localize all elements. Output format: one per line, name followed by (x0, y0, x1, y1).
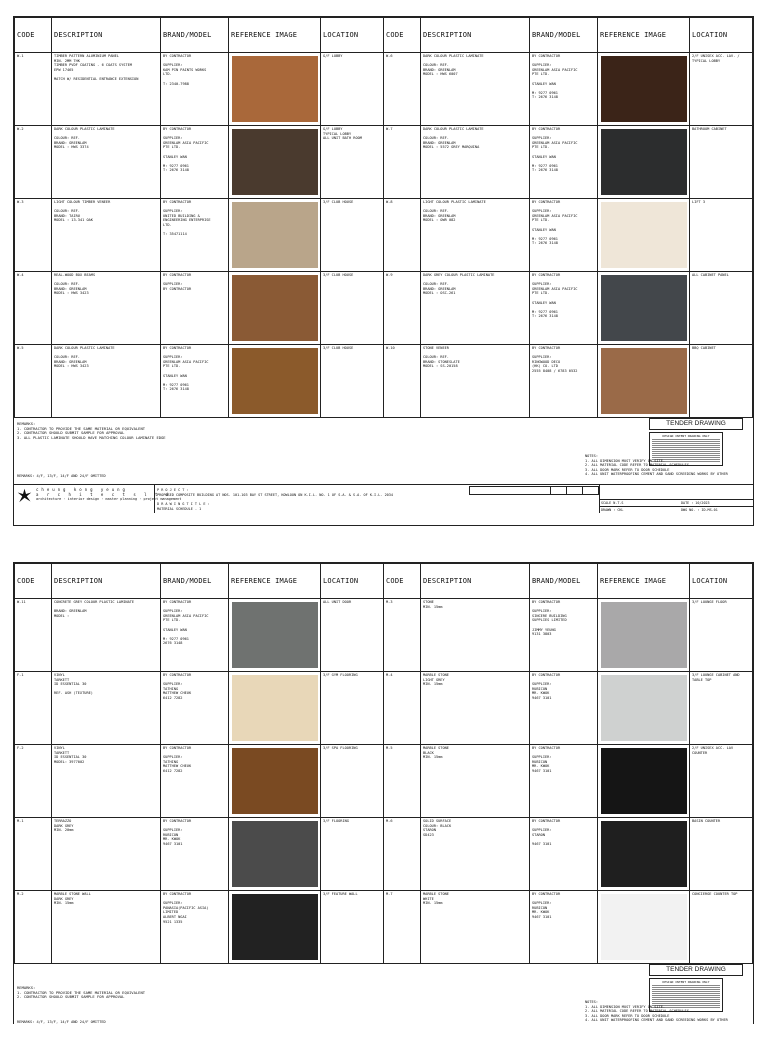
material-location-text: 3/F CLUB HOUSE (323, 273, 354, 277)
material-code-text: W-5 (17, 346, 24, 350)
material-brand-model (161, 599, 229, 672)
material-location (321, 891, 384, 964)
title-block (14, 484, 753, 513)
material-location-text: BATHROOM CABINET (692, 127, 727, 131)
material-description (421, 818, 530, 891)
firm-logo-icon (17, 488, 32, 503)
material-table-2 (14, 563, 753, 964)
material-brand-model (530, 891, 598, 964)
scale: SCALE N.T.S (601, 501, 624, 505)
material-description-text: MARBLE STONE WALL DARK GREY MIN. 15mm (54, 892, 91, 906)
material-swatch (601, 894, 687, 960)
reference-image-cell (229, 672, 321, 745)
remarks: REMARKS: 1. CONTRACTOR TO PROVIDE THE SAME MATERIAL OR EQUIVALENT 2. CONTRACTOR SHOULD SUBMIT SAMPLE FOR APPROVAL (17, 985, 146, 1000)
material-location-text: 3/F CLUB HOUSE (323, 346, 354, 350)
material-code (384, 599, 421, 672)
material-location-text: 2/F UNISEX ACC. LAV COUNTER (692, 746, 734, 755)
material-brand-model (161, 126, 229, 199)
material-brand-model-text: BY CONTRACTOR SUPPLIER: PANASIA(PACIFIC ASIA) LIMITED ALBERT NGAI 9521 1335 (163, 892, 209, 924)
notes: NOTES: 1. ALL DIMENSION MUST VERIFY ON SITE. 2. ALL MATERIAL CODE REFER TO MATERIAL SCHEDULES 3. ALL DOOR MARK REFER TO DOOR SCHEDULE 4. ALL UNIT WATERPROOFING CEMENT AND SAND SCREEDING WORKS BY OTHER (585, 454, 728, 477)
reference-image-cell (598, 818, 690, 891)
table-row (15, 126, 753, 199)
header-description: DESCRIPTION (421, 564, 530, 599)
material-brand-model (530, 672, 598, 745)
material-brand-model (161, 818, 229, 891)
material-swatch (232, 129, 318, 195)
material-swatch (232, 748, 318, 814)
reference-image-cell (229, 599, 321, 672)
material-code (384, 199, 421, 272)
material-code-text: W-10 (386, 346, 395, 350)
reference-image-cell (229, 199, 321, 272)
material-description-text: DARK COLOUR PLASTIC LAMINATE COLOUR: REF. BRAND: GREENLAM MODEL : HWS 6007 (423, 54, 484, 77)
material-description-text: MARBLE STONE WHITE MIN. 15mm (423, 892, 449, 906)
reference-image-cell (598, 891, 690, 964)
material-description (52, 891, 161, 964)
material-description (52, 53, 161, 126)
material-location-text: LIFT 3 (692, 200, 705, 204)
material-description-text: DARK COLOUR PLASTIC LAMINATE COLOUR: REF. BRAND: GREENLAM MODEL : 5572 GREY MARQUINA (423, 127, 484, 150)
header-reference-image: REFERENCE IMAGE (598, 18, 690, 53)
material-code (384, 53, 421, 126)
header-reference-image: REFERENCE IMAGE (229, 564, 321, 599)
material-swatch (601, 821, 687, 887)
material-description (52, 199, 161, 272)
material-code-text: W-1 (17, 54, 24, 58)
material-swatch (232, 202, 318, 268)
material-brand-model-text: BY CONTRACTOR SUPPLIER: RUBICON MR. KWOK 9467 3101 (532, 746, 561, 773)
material-location-text: 3/F FEATURE WALL (323, 892, 358, 896)
header-reference-image: REFERENCE IMAGE (229, 18, 321, 53)
material-code-text: M-7 (386, 892, 393, 896)
material-code (15, 126, 52, 199)
material-brand-model-text: BY CONTRACTOR SUPPLIER: GREENLAM ASIA PACIFIC PTE LTD. STANLEY WAN M: 9277 0961 T: 2676 3148 (532, 127, 578, 173)
material-code (15, 53, 52, 126)
material-table-1 (14, 17, 753, 418)
material-code-text: W-6 (386, 54, 393, 58)
material-description (421, 53, 530, 126)
material-swatch (232, 821, 318, 887)
material-location (690, 745, 753, 818)
material-location (690, 818, 753, 891)
material-swatch (601, 129, 687, 195)
material-location-text: 3/F SPA FLOORING (323, 746, 358, 750)
material-swatch (601, 748, 687, 814)
material-code (15, 272, 52, 345)
header-code: CODE (384, 18, 421, 53)
material-code (15, 745, 52, 818)
material-brand-model (161, 199, 229, 272)
material-location (321, 745, 384, 818)
material-code (384, 672, 421, 745)
reference-image-cell (598, 745, 690, 818)
table-row (15, 818, 753, 891)
material-location-text: 3/F GYM FLOORING (323, 673, 358, 677)
material-brand-model (161, 272, 229, 345)
table-row (15, 345, 753, 418)
material-description-text: STONE MIN. 15mm (423, 600, 443, 609)
material-brand-model (161, 53, 229, 126)
material-location-text: 2/F UNISEX ACC. LAV. / TYPICAL LOBBY (692, 54, 740, 63)
drawing-title-label: D R A W I N G T I T L E : (157, 502, 210, 507)
material-swatch (232, 348, 318, 414)
tender-drawing-label: TENDER DRAWING (649, 964, 743, 976)
material-brand-model-text: BY CONTRACTOR SUPPLIER: RUBICON MR. KWOK 9467 3101 (532, 892, 561, 919)
material-location-text: BASIN COUNTER (692, 819, 721, 823)
material-description-text: MARBLE STONE LIGHT GREY MIN. 15mm (423, 673, 449, 687)
material-description (52, 345, 161, 418)
material-code-text: M-1 (17, 819, 24, 823)
material-swatch (232, 602, 318, 668)
reference-image-cell (598, 672, 690, 745)
header-brand-model: BRAND/MODEL (161, 564, 229, 599)
material-location (690, 126, 753, 199)
header-code: CODE (15, 18, 52, 53)
material-description (52, 818, 161, 891)
material-schedule-sheet-1 (13, 16, 754, 526)
notes: NOTES: 1. ALL DIMENSION MUST VERIFY ON SITE. 2. ALL MATERIAL CODE REFER TO MATERIAL SCHEDULES 3. ALL DOOR MARK REFER TO DOOR SCHEDULE 4. ALL UNIT WATERPROOFING CEMENT AND SAND SCREEDING WORKS BY OTHER (585, 1000, 728, 1023)
project-block (157, 488, 393, 511)
material-brand-model-text: BY CONTRACTOR SUPPLIER: KAM PIN PAINTS WORKS LTD. T: 2340-7988 (163, 54, 207, 86)
material-location (690, 672, 753, 745)
material-description (421, 599, 530, 672)
material-description (421, 126, 530, 199)
material-code (384, 891, 421, 964)
reference-image-cell (229, 126, 321, 199)
date: DATE : 10/2023 (681, 501, 710, 505)
reference-image-cell (598, 345, 690, 418)
material-code (384, 126, 421, 199)
reference-image-cell (598, 599, 690, 672)
material-location-text: G/F LOBBY TYPICAL LOBBY ALL UNIT BATH ROOM (323, 127, 362, 141)
material-code (15, 199, 52, 272)
material-brand-model-text: BY CONTRACTOR SUPPLIER: RINGWOOD DECO (HK) CO. LTD 2555 8408 / 6783 0532 (532, 346, 578, 373)
material-description (52, 272, 161, 345)
reference-image-cell (598, 126, 690, 199)
material-brand-model-text: BY CONTRACTOR SUPPLIER: GREENLAM ASIA PACIFIC PTE LTD. STANLEY WAN M: 9277 0961 T: 2676 3148 (163, 127, 209, 173)
material-description-text: DARK COLOUR PLASTIC LAMINATE COLOUR: REF. BRAND: GREENLAM MODEL : HWS 3374 (54, 127, 115, 150)
material-description-text: VINYL TARKETT ID ESSENTIAL 30 MODEL: 3977002 (54, 746, 87, 764)
table-row (15, 599, 753, 672)
material-brand-model (530, 126, 598, 199)
material-location-text: 3/F LOUNGE CABINET AND TABLE TOP (692, 673, 740, 682)
material-location-text: 3/F CLUB HOUSE (323, 200, 354, 204)
material-swatch (232, 675, 318, 741)
header-code: CODE (384, 564, 421, 599)
tender-drawing-label: TENDER DRAWING (649, 418, 743, 430)
material-description-text: CONCRETE GREY COLOUR PLASTIC LAMINATE BRAND: GREENLAM MODEL : (54, 600, 135, 618)
material-code-text: F-2 (17, 746, 24, 750)
reference-image-cell (229, 345, 321, 418)
material-swatch (601, 348, 687, 414)
material-code-text: M-3 (386, 600, 393, 604)
material-description-text: TIMBER PATTERN ALUMINIUM PANEL MIN. 2MM THK TIMBER PVDF COATING - 6 COATS SYSTEM EPW 17465 MATCH W/ RESIDENTIAL ENTRANCE EXTENSION (54, 54, 139, 81)
material-code (15, 599, 52, 672)
material-code-text: M-5 (386, 746, 393, 750)
material-brand-model-text: BY CONTRACTOR SUPPLIER: UNITED BUILDING & ENGINEERING ENTERPRISE LTD. T: 35471114 (163, 200, 211, 237)
stamp-label: DESIGN INTENT DRAWING ONLY (650, 434, 722, 438)
material-brand-model-text: BY CONTRACTOR SUPPLIER: RUBICON MR. KWOK 9467 3101 (532, 673, 561, 700)
reference-image-cell (229, 745, 321, 818)
material-brand-model (161, 745, 229, 818)
material-description-text: LIGHT COLOUR TIMBER VENEER COLOUR: REF. BRAND: TAIRU MODEL : 13.341 OAK (54, 200, 111, 223)
material-swatch (232, 894, 318, 960)
reference-image-cell (598, 199, 690, 272)
header-brand-model: BRAND/MODEL (530, 564, 598, 599)
material-code-text: W-11 (17, 600, 26, 604)
material-brand-model (161, 891, 229, 964)
material-brand-model (161, 672, 229, 745)
material-brand-model-text: BY CONTRACTOR SUPPLIER: GREENLAM ASIA PACIFIC PTE LTD. STANLEY WAN M: 9277 0961 T: 2676 3148 (532, 273, 578, 319)
material-code (384, 745, 421, 818)
material-code-text: W-8 (386, 200, 393, 204)
material-description (421, 272, 530, 345)
material-brand-model (530, 818, 598, 891)
reference-image-cell (598, 53, 690, 126)
material-description (421, 745, 530, 818)
header-brand-model: BRAND/MODEL (161, 18, 229, 53)
material-location (321, 126, 384, 199)
material-description (421, 345, 530, 418)
material-swatch (601, 602, 687, 668)
project-label: P R O J E C T : (157, 488, 189, 492)
material-swatch (232, 56, 318, 122)
firm-tagline: architecture · interior design · master planning · project management (36, 497, 182, 501)
material-brand-model-text: BY CONTRACTOR SUPPLIER: TATHING MATTHEW CHEUK 6412 7282 (163, 746, 192, 773)
material-code-text: M-6 (386, 819, 393, 823)
table-row (15, 891, 753, 964)
remarks: REMARKS: 1. CONTRACTOR TO PROVIDE THE SAME MATERIAL OR EQUIVALENT 2. CONTRACTOR SHOULD SUBMIT SAMPLE FOR APPROVAL 3. ALL PLASTIC LAMINATE SHOULD HAVE MATCHING COLOUR LAMINATE EDGE (17, 421, 166, 440)
material-brand-model (161, 345, 229, 418)
sheet-footer (14, 964, 753, 1058)
material-location-text: BBQ CABINET (692, 346, 716, 350)
drawing-number: DWG NO. : ID-MS-01 (681, 508, 718, 512)
material-description-text: DARK COLOUR PLASTIC LAMINATE COLOUR: REF. BRAND: GREENLAM MODEL : HWS 3423 (54, 346, 115, 369)
header-brand-model: BRAND/MODEL (530, 18, 598, 53)
material-location (321, 345, 384, 418)
header-description: DESCRIPTION (52, 18, 161, 53)
material-description (52, 672, 161, 745)
material-location-text: 3/F LOUNGE FLOOR (692, 600, 727, 604)
material-swatch (601, 56, 687, 122)
reference-image-cell (229, 818, 321, 891)
material-location (690, 53, 753, 126)
sheet-footer (14, 418, 753, 512)
material-schedule-sheet-2 (13, 562, 754, 1024)
material-code (15, 672, 52, 745)
table-header-row (15, 18, 753, 53)
material-brand-model-text: BY CONTRACTOR SUPPLIER: RUBICON MR. KWOK 9467 3101 (163, 819, 192, 846)
material-description-text: DARK GREY COLOUR PLASTIC LAMINATE COLOUR: REF. BRAND: GREENLAM MODEL : OSC-261 (423, 273, 495, 296)
material-swatch (601, 202, 687, 268)
reference-image-cell (598, 272, 690, 345)
material-brand-model-text: BY CONTRACTOR SUPPLIER: GREENLAM ASIA PACIFIC PTE LTD. STANLEY WAN M: 9277 0961 T: 2676 3148 (532, 200, 578, 246)
material-code (384, 272, 421, 345)
material-code (384, 818, 421, 891)
material-description-text: MARBLE STONE BLACK MIN. 15mm (423, 746, 449, 760)
material-location (321, 272, 384, 345)
table-row (15, 53, 753, 126)
material-brand-model-text: BY CONTRACTOR SUPPLIER: SINCERE BUILDING SUPPLIES LIMITED JIMMY YEUNG 9131 3803 (532, 600, 567, 637)
table-header-row (15, 564, 753, 599)
material-brand-model (530, 199, 598, 272)
material-swatch (601, 675, 687, 741)
material-brand-model-text: BY CONTRACTOR SUPPLIER: STARON 9467 3101 (532, 819, 561, 846)
remark-omitted-floors: REMARKS: 4/F, 13/F, 14/F AND 24/F OMITTED (17, 474, 106, 478)
material-code (15, 818, 52, 891)
drawing-title: MATERIAL SCHEDULE - 1 (157, 506, 202, 511)
table-row (15, 272, 753, 345)
firm-subtitle: a r c h i t e c t s l t d (36, 491, 172, 497)
header-location: LOCATION (690, 564, 753, 599)
material-code-text: W-9 (386, 273, 393, 277)
stamp-label: DESIGN INTENT DRAWING ONLY (650, 980, 722, 984)
table-row (15, 672, 753, 745)
drawing-info-block (599, 485, 753, 513)
header-location: LOCATION (321, 564, 384, 599)
material-location (321, 672, 384, 745)
material-description (421, 891, 530, 964)
material-location-text: ALL UNIT DOOR (323, 600, 352, 604)
material-location (690, 891, 753, 964)
material-location-text: 3/F FLOORING (323, 819, 349, 823)
material-location (321, 53, 384, 126)
material-brand-model (530, 272, 598, 345)
material-code-text: M-2 (17, 892, 24, 896)
material-brand-model-text: BY CONTRACTOR SUPPLIER: BY CONTRACTOR (163, 273, 192, 291)
material-location-text: ALL CABINET PANEL (692, 273, 729, 277)
material-location-text: G/F LOBBY (323, 54, 343, 58)
material-description-text: STONE VENEER COLOUR: REF. BRAND: STONESLATE MODEL : SS-20158 (423, 346, 460, 369)
material-location (321, 199, 384, 272)
material-description-text: VINYL TARKETT ID ESSENTIAL 30 REF. ASH (TEXTURE) (54, 673, 93, 696)
firm-name: cheung kong yeung (36, 487, 128, 492)
material-description (421, 672, 530, 745)
material-location (690, 345, 753, 418)
material-description (421, 199, 530, 272)
material-brand-model (530, 53, 598, 126)
material-swatch (601, 275, 687, 341)
table-row (15, 199, 753, 272)
material-brand-model-text: BY CONTRACTOR SUPPLIER: GREENLAM ASIA PACIFIC PTE LTD. STANLEY WAN M: 9277 0961 T: 2676 3148 (532, 54, 578, 100)
material-location (690, 599, 753, 672)
material-description (52, 126, 161, 199)
material-code (384, 345, 421, 418)
material-brand-model-text: BY CONTRACTOR SUPPLIER: GREENLAM ASIA PACIFIC PTE LTD. STANLEY WAN M: 9277 0961 2676 3148 (163, 600, 209, 646)
material-brand-model (530, 345, 598, 418)
material-location (690, 199, 753, 272)
header-description: DESCRIPTION (421, 18, 530, 53)
material-code-text: F-1 (17, 673, 24, 677)
material-description-text: LIGHT COLOUR PLASTIC LAMINATE COLOUR: REF. BRAND: GREENLAM MODEL : OWR 082 (423, 200, 486, 223)
header-description: DESCRIPTION (52, 564, 161, 599)
material-location (321, 818, 384, 891)
reference-image-cell (229, 53, 321, 126)
header-location: LOCATION (690, 18, 753, 53)
header-code: CODE (15, 564, 52, 599)
reference-image-cell (229, 272, 321, 345)
material-code-text: W-4 (17, 273, 24, 277)
material-description (52, 599, 161, 672)
remark-omitted-floors: REMARKS: 4/F, 13/F, 14/F AND 24/F OMITTED (17, 1020, 106, 1024)
revision-grid (469, 486, 599, 495)
header-location: LOCATION (321, 18, 384, 53)
material-brand-model-text: BY CONTRACTOR SUPPLIER: TATHING MATTHEW CHEUK 6412 7282 (163, 673, 192, 700)
material-swatch (232, 275, 318, 341)
material-location (690, 272, 753, 345)
reference-image-cell (229, 891, 321, 964)
material-description-text: TERRAZZO DARK GREY MIN. 20mm (54, 819, 74, 833)
material-location (321, 599, 384, 672)
drawn-by: DRAWN : CKL (601, 508, 624, 512)
header-reference-image: REFERENCE IMAGE (598, 564, 690, 599)
table-row (15, 745, 753, 818)
material-code-text: M-4 (386, 673, 393, 677)
material-description-text: REAL-WOOD BOX BEAMS COLOUR: REF. BRAND: GREENLAM MODEL : HWS 3423 (54, 273, 96, 296)
material-brand-model (530, 745, 598, 818)
material-description (52, 745, 161, 818)
material-code-text: W-2 (17, 127, 24, 131)
material-brand-model (530, 599, 598, 672)
project-name: PROPOSED COMPOSITE BUILDING AT NOS. 101-103 BAY ST STREET, KOWLOON ON K.I.L. NO. 1 OF S.A. & S.A. OF K.I.L. 2034 (157, 492, 394, 497)
material-code-text: W-7 (386, 127, 393, 131)
material-brand-model-text: BY CONTRACTOR SUPPLIER: GREENLAM ASIA PACIFIC PTE LTD. STANLEY WAN M: 9277 0961 T: 2676 3148 (163, 346, 209, 392)
material-code (15, 345, 52, 418)
material-description-text: SOLID SURFACE COLOUR: BLACK STARON SD423 (423, 819, 452, 837)
material-code (15, 891, 52, 964)
material-location-text: CONCIERGE COUNTER TOP (692, 892, 738, 896)
material-code-text: W-3 (17, 200, 24, 204)
